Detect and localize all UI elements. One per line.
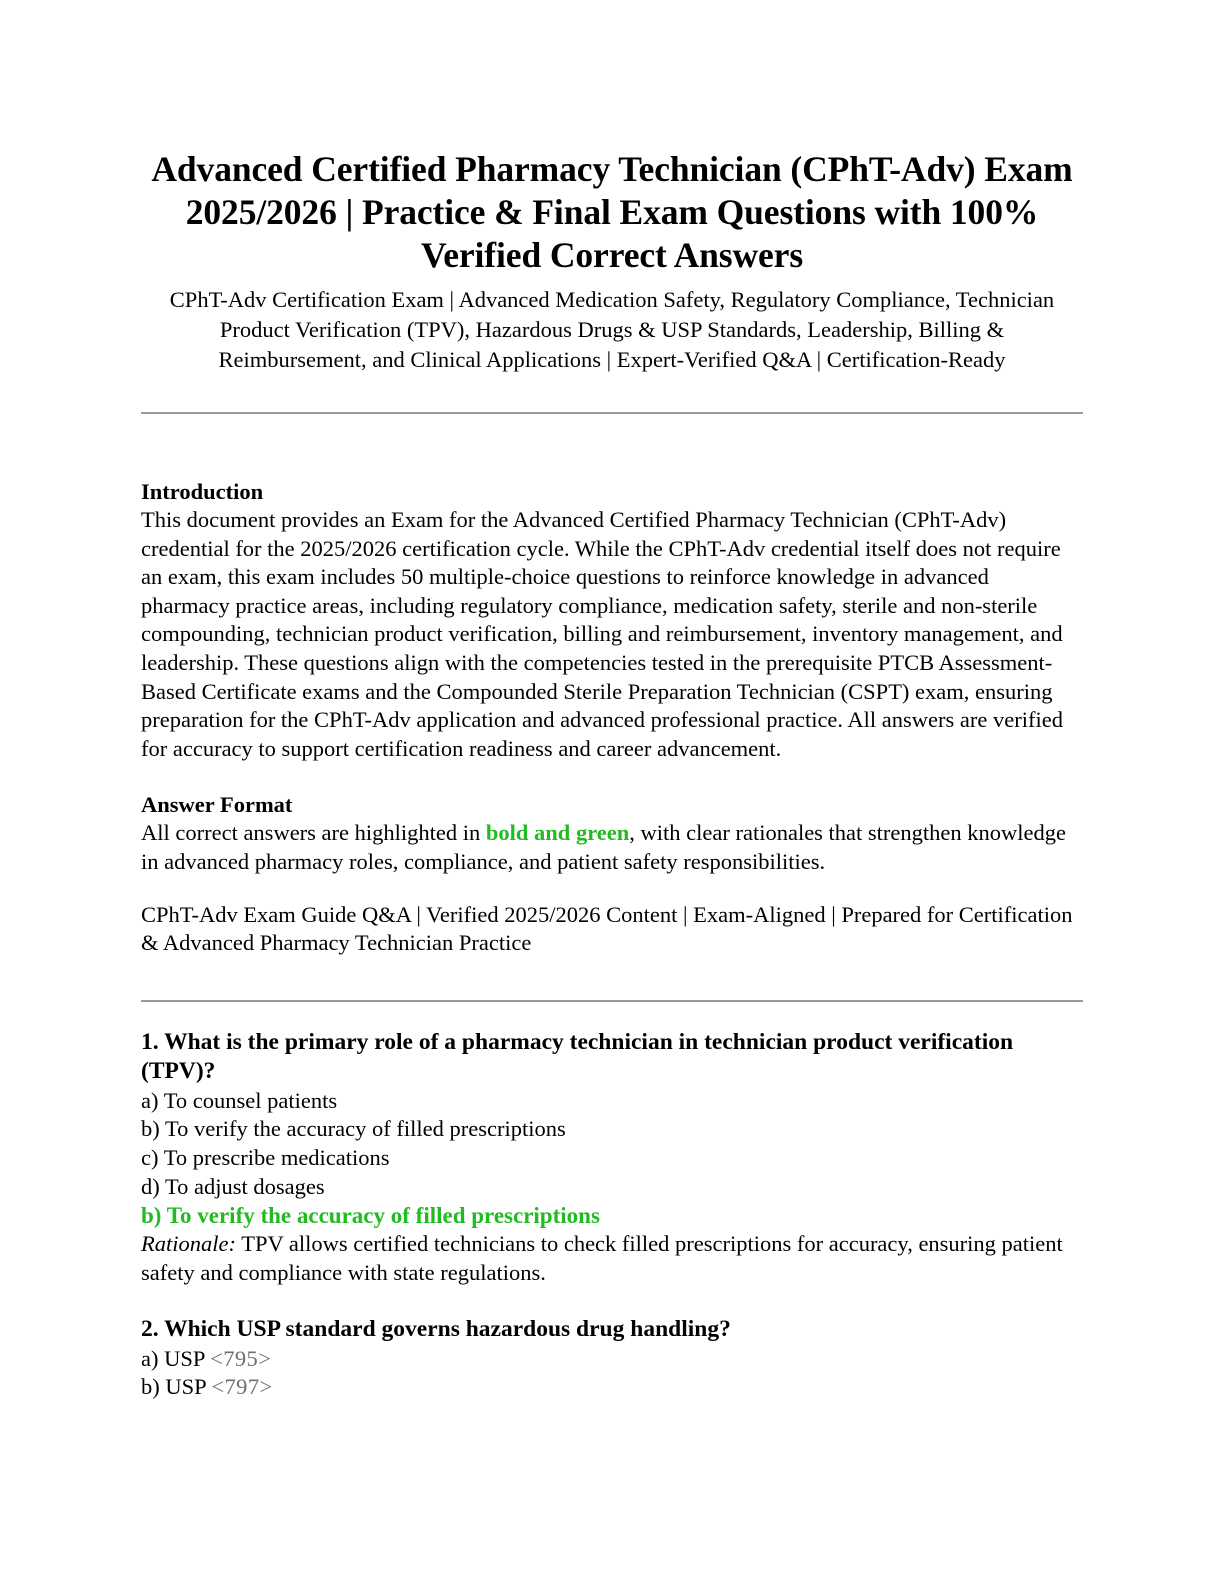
answer-format-heading: Answer Format	[141, 792, 293, 818]
spacer	[141, 414, 1083, 477]
introduction-heading: Introduction	[141, 479, 264, 504]
question-1-correct-answer: b) To verify the accuracy of filled prescriptions	[141, 1203, 600, 1229]
question-1-option-b[interactable]: b) To verify the accuracy of filled prescriptions	[141, 1116, 566, 1142]
question-block-1	[141, 1028, 1083, 1288]
introduction-section	[141, 477, 1083, 763]
question-2-option-b[interactable]	[141, 1373, 1083, 1402]
question-1-option-d[interactable]: d) To adjust dosages	[141, 1173, 325, 1199]
question-1-option-c[interactable]: c) To prescribe medications	[141, 1144, 390, 1170]
introduction-body: This document provides an Exam for the Advanced Certified Pharmacy Technician (CPhT-Adv) credential for the 2025/2026 certification cycle. While the CPhT-Adv credential itself does not require an exam, this exam includes 50 multiple-choice questions to reinforce knowledge in advanced pharmacy practice areas, including regulatory compliance, medication safety, sterile and non-sterile compounding, technician product verification, billing and reimbursement, inventory management, and leadership. These questions align with the competencies tested in the prerequisite PTCB Assessment-Based Certificate exams and the Compounded Sterile Preparation Technician (CSPT) exam, ensuring preparation for the CPhT-Adv application and advanced professional practice. All answers are verified for accuracy to support certification readiness and career advancement.	[141, 507, 1063, 761]
answer-format-highlight: bold and green	[485, 820, 630, 846]
question-2-option-b-code: <797>	[211, 1374, 273, 1400]
question-2-option-b-prefix: b) USP	[141, 1374, 212, 1400]
answer-format-text-after: , with clear rationales that strengthen knowledge in advanced pharmacy roles, compliance, and patient safety responsibilities.	[141, 820, 1066, 874]
question-block-2	[141, 1315, 1083, 1402]
question-1-number: 1.	[141, 1028, 159, 1055]
title-block	[141, 0, 1083, 375]
divider-middle	[141, 1000, 1083, 1002]
rationale-label: Rationale:	[141, 1231, 236, 1257]
question-2-text: Which USP standard governs hazardous drug handling?	[164, 1316, 731, 1343]
question-1-rationale	[141, 1230, 1083, 1287]
rationale-text: TPV allows certified technicians to check filled prescriptions for accuracy, ensuring patient safety and compliance with state regulations.	[141, 1231, 1063, 1285]
question-1-text: What is the primary role of a pharmacy technician in technician product verification (TPV)?	[141, 1028, 1014, 1085]
question-2-option-a-prefix: a) USP	[141, 1345, 211, 1371]
footer-note-text: CPhT-Adv Exam Guide Q&A | Verified 2025/2026 Content | Exam-Aligned | Prepared for Certification & Advanced Pharmacy Technician Practice	[141, 901, 1073, 956]
question-2-option-a[interactable]	[141, 1345, 1083, 1374]
question-2-prompt	[141, 1315, 1083, 1345]
page-title: Advanced Certified Pharmacy Technician (CPhT-Adv) Exam 2025/2026 | Practice & Final Exam Questions with 100% Verified Correct Answers	[151, 149, 1073, 275]
answer-format-body	[141, 819, 1083, 876]
question-1-option-a[interactable]: a) To counsel patients	[141, 1087, 338, 1113]
answer-format-text-before: All correct answers are highlighted in	[141, 820, 486, 846]
answer-format-section	[141, 790, 1083, 876]
question-2-number: 2.	[141, 1316, 159, 1343]
document-subtitle: CPhT-Adv Certification Exam | Advanced Medication Safety, Regulatory Compliance, Technician Product Verification (TPV), Hazardous Drugs & USP Standards, Leadership, Billing & Reimbursement, and Clinical Applications | Expert-Verified Q&A | Certification-Ready	[169, 287, 1055, 372]
question-1-prompt	[141, 1028, 1083, 1087]
footer-note-section	[141, 901, 1083, 958]
question-2-option-a-code: <795>	[210, 1345, 272, 1371]
